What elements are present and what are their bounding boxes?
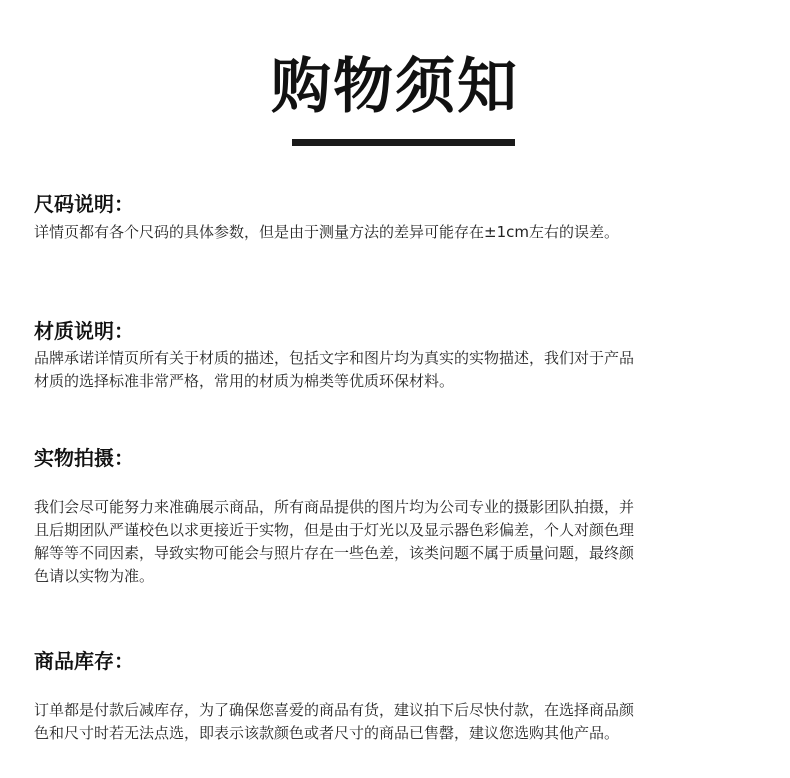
- section-heading-material: 材质说明：: [34, 319, 134, 343]
- body-line: 色和尺寸时若无法点选，即表示该款颜色或者尺寸的商品已售罄，建议您选购其他产品。: [34, 724, 620, 742]
- body-line: 订单都是付款后减库存，为了确保您喜爱的商品有货，建议拍下后尽快付款，在选择商品颜: [34, 701, 635, 719]
- body-line: 详情页都有各个尺码的具体参数，但是由于测量方法的差异可能存在±1cm左右的误差。: [34, 223, 619, 241]
- section-body-material: [34, 347, 756, 393]
- page-title: 购物须知: [271, 52, 519, 122]
- section-heading-size: 尺码说明：: [34, 192, 134, 216]
- section-heading-photo: 实物拍摄：: [34, 446, 134, 470]
- body-line: 品牌承诺详情页所有关于材质的描述，包括文字和图片均为真实的实物描述，我们对于产品: [34, 349, 635, 367]
- section-body-stock: [34, 699, 756, 745]
- body-line: 且后期团队严谨校色以求更接近于实物，但是由于灯光以及显示器色彩偏差，个人对颜色理: [34, 521, 635, 539]
- section-body-photo: [34, 496, 756, 588]
- body-line: 色请以实物为准。: [34, 567, 155, 585]
- body-line: 解等等不同因素，导致实物可能会与照片存在一些色差，该类问题不属于质量问题，最终颜: [34, 544, 635, 562]
- body-line: 我们会尽可能努力来准确展示商品，所有商品提供的图片均为公司专业的摄影团队拍摄，并: [34, 498, 635, 516]
- title-underline: [292, 139, 515, 146]
- section-heading-stock: 商品库存：: [34, 649, 134, 673]
- body-line: 材质的选择标准非常严格，常用的材质为棉类等优质环保材料。: [34, 372, 455, 390]
- section-body-size: [34, 221, 756, 244]
